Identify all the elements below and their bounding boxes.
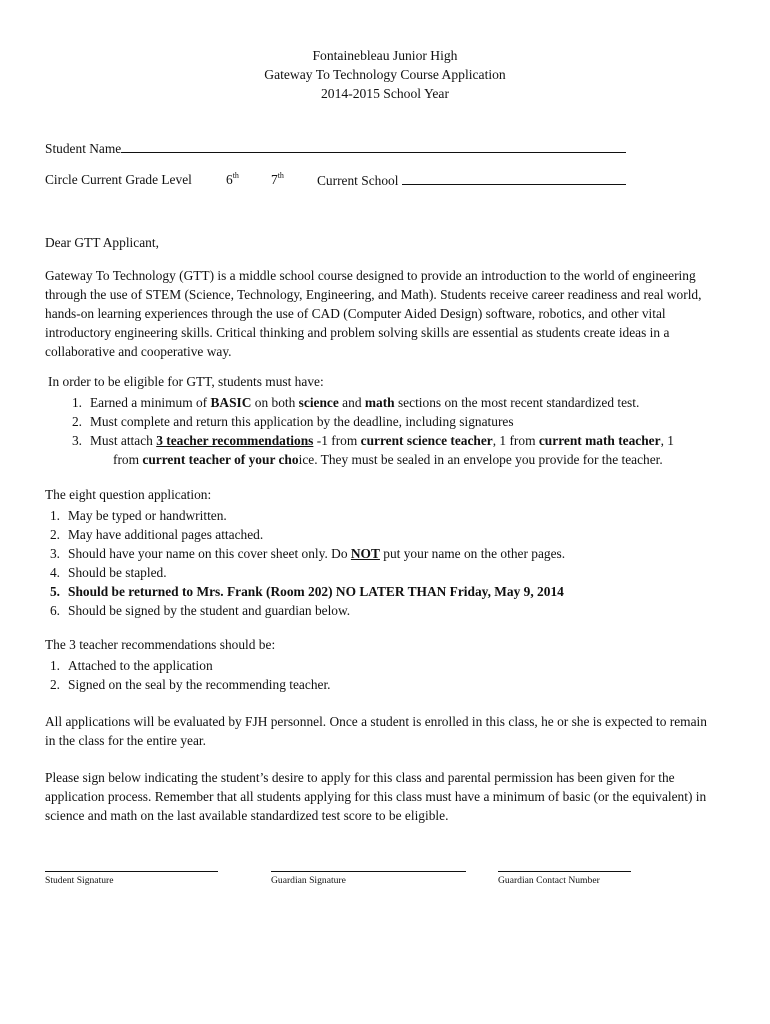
- list-number: 6.: [49, 603, 60, 618]
- item-text-bold: Should be returned to Mrs. Frank (Room 202) NO LATER THAN Friday, May 9, 2014: [68, 584, 564, 599]
- list-number: 3.: [49, 546, 60, 561]
- recommendation-item-1: [40, 656, 331, 675]
- list-number: 5.: [49, 584, 60, 599]
- item-text: May have additional pages attached.: [68, 527, 264, 542]
- intro-paragraph: [45, 266, 725, 361]
- guardian-contact-label: Guardian Contact Number: [498, 875, 600, 886]
- current-school-label: Current School: [317, 173, 399, 188]
- item-text: , 1: [660, 433, 674, 448]
- application-item-5: [40, 582, 565, 601]
- grade-6-suffix: th: [232, 171, 239, 180]
- item-text: Should be signed by the student and guardian below.: [68, 603, 351, 618]
- item-text-bold: current science teacher: [360, 433, 493, 448]
- item-text: sections on the most recent standardized test.: [394, 395, 640, 410]
- item-text: Attached to the application: [68, 658, 213, 673]
- application-list: [40, 506, 565, 620]
- item-text: Must attach: [90, 433, 157, 448]
- list-number: 4.: [49, 565, 60, 580]
- eligibility-item-3-cont: [62, 450, 674, 469]
- evaluation-paragraph: [45, 712, 715, 750]
- application-item-6: [40, 601, 565, 620]
- eligibility-list: [62, 393, 674, 469]
- item-text: and: [338, 395, 365, 410]
- recommendations-heading: The 3 teacher recommendations should be:: [45, 637, 276, 652]
- eligibility-heading: In order to be eligible for GTT, students must have:: [48, 374, 324, 389]
- item-text: ice. They must be sealed in an envelope you provide for the teacher.: [298, 452, 663, 467]
- item-text-bold: math: [364, 395, 395, 410]
- grade-7-number: 7: [271, 172, 278, 187]
- application-item-2: [40, 525, 565, 544]
- student-name-label: Student Name: [45, 141, 122, 156]
- grade-6-option[interactable]: [226, 172, 239, 188]
- student-signature-line[interactable]: [45, 871, 218, 872]
- student-signature-label: Student Signature: [45, 875, 114, 886]
- list-number: 2.: [71, 414, 82, 429]
- guardian-signature-line[interactable]: [271, 871, 466, 872]
- application-item-3: [40, 544, 565, 563]
- item-text: , 1 from: [492, 433, 539, 448]
- item-text-bold: science: [298, 395, 339, 410]
- current-school-row: [317, 172, 626, 189]
- grade-level-label: Circle Current Grade Level: [45, 172, 192, 187]
- list-number: 1.: [49, 658, 60, 673]
- item-text: from: [113, 452, 143, 467]
- item-text-bold-underlined: NOT: [350, 546, 380, 561]
- item-text-bold: current math teacher: [538, 433, 661, 448]
- item-text: Must complete and return this application by the deadline, including signatures: [90, 414, 514, 429]
- recommendation-item-2: [40, 675, 331, 694]
- list-number: 1.: [49, 508, 60, 523]
- closing-paragraph: [45, 768, 735, 825]
- list-number: 2.: [49, 677, 60, 692]
- item-text-bold-underlined: 3 teacher recommendations: [156, 433, 314, 448]
- item-text: Signed on the seal by the recommending teacher.: [68, 677, 331, 692]
- item-text: on both: [251, 395, 299, 410]
- grade-7-option[interactable]: [271, 172, 284, 188]
- application-heading: The eight question application:: [45, 487, 212, 502]
- evaluation-text: All applications will be evaluated by FJH personnel. Once a student is enrolled in this class, he or she is expected to remain in the class for the entire year.: [45, 714, 707, 748]
- student-name-row: [45, 140, 626, 157]
- grade-7-suffix: th: [277, 171, 284, 180]
- intro-text: Gateway To Technology (GTT) is a middle school course designed to provide an introduction to the world of engineering through the use of STEM (Science, Technology, Engineering, and Math). Students receive career readiness and real world, hands-on learning experiences through the use of CAD (Computer Aided Design) software, robotics, and other vital introductory engineering skills. Critical thinking and problem solving skills are essential as students create ideas in a collaborative and cooperative way.: [45, 268, 702, 359]
- eligibility-item-3: [62, 431, 674, 450]
- item-text: Should be stapled.: [68, 565, 167, 580]
- form-title: Gateway To Technology Course Application: [264, 67, 506, 82]
- item-text: Earned a minimum of: [90, 395, 211, 410]
- student-name-field[interactable]: [121, 140, 626, 153]
- guardian-contact-line[interactable]: [498, 871, 631, 872]
- closing-text: Please sign below indicating the student’s desire to apply for this class and parental permission has been given for the application process. Remember that all students applying for this class must have a minimum of basic (or the equivalent) in science and math on the last available standardized test score to be eligible.: [45, 770, 707, 823]
- grade-6-number: 6: [226, 172, 233, 187]
- item-text: put your name on the other pages.: [379, 546, 566, 561]
- item-text: -1 from: [313, 433, 361, 448]
- current-school-field[interactable]: [402, 172, 626, 185]
- application-item-1: [40, 506, 565, 525]
- item-text-bold: BASIC: [210, 395, 252, 410]
- item-text: Should have your name on this cover sheet only. Do: [68, 546, 351, 561]
- item-text-bold: current teacher of your cho: [142, 452, 299, 467]
- recommendations-list: [40, 656, 331, 694]
- greeting: Dear GTT Applicant,: [45, 235, 159, 250]
- item-text: May be typed or handwritten.: [68, 508, 227, 523]
- application-item-4: [40, 563, 565, 582]
- list-number: 2.: [49, 527, 60, 542]
- list-number: 1.: [71, 395, 82, 410]
- school-name: Fontainebleau Junior High: [312, 48, 458, 63]
- eligibility-item-2: [62, 412, 674, 431]
- eligibility-item-1: [62, 393, 674, 412]
- school-year: 2014-2015 School Year: [320, 86, 449, 101]
- guardian-signature-label: Guardian Signature: [271, 875, 346, 886]
- list-number: 3.: [71, 433, 82, 448]
